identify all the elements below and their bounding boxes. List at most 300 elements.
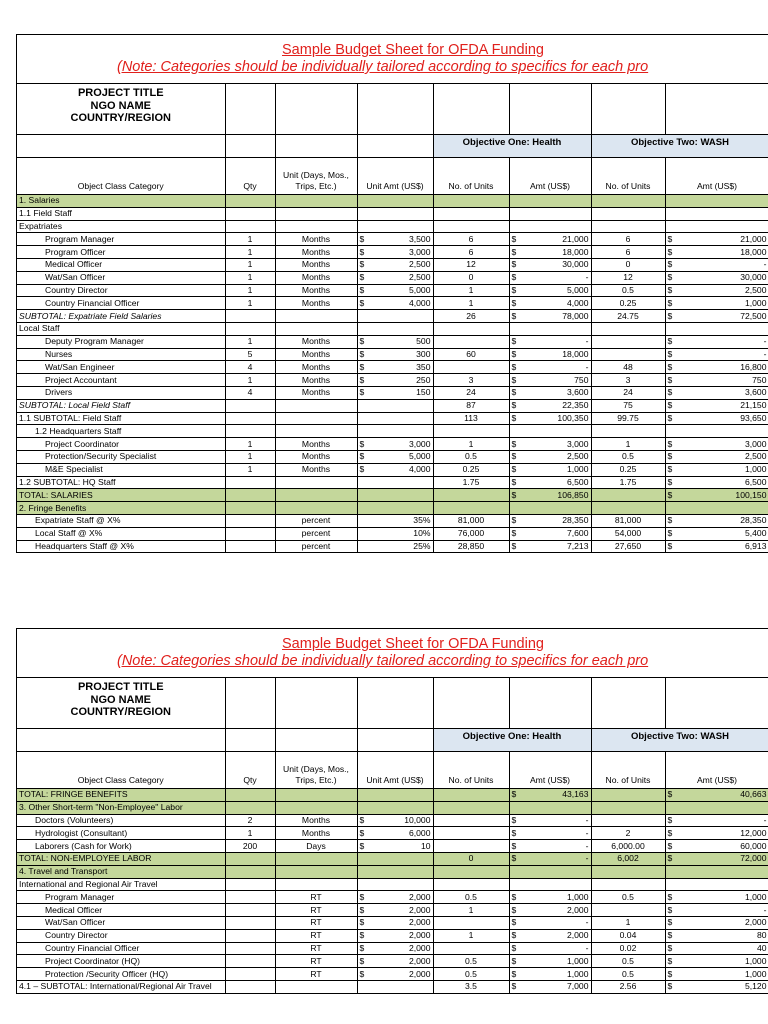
row-qty <box>225 878 275 891</box>
row-qty: 1 <box>225 450 275 463</box>
row-unit-amt: 2,000 <box>371 904 433 917</box>
row-unit-currency <box>357 878 371 891</box>
row-unit-amt: 4,000 <box>371 297 433 310</box>
row-qty <box>225 514 275 527</box>
row-currency-obj1 <box>509 425 523 438</box>
row-unit: Months <box>275 450 357 463</box>
row-qty <box>225 955 275 968</box>
row-unit-amt: 2,000 <box>371 955 433 968</box>
row-amt-obj2 <box>679 865 768 878</box>
row-currency-obj2: $ <box>665 916 679 929</box>
table-row <box>17 980 768 993</box>
row-currency-obj2: $ <box>665 297 679 310</box>
row-currency-obj1: $ <box>509 942 523 955</box>
row-currency-obj1: $ <box>509 527 523 540</box>
row-amt-obj2: 2,000 <box>679 916 768 929</box>
row-amt-obj1 <box>523 865 591 878</box>
row-units-obj1 <box>433 489 509 502</box>
row-unit: Months <box>275 348 357 361</box>
row-unit-currency: $ <box>357 438 371 451</box>
row-qty <box>225 891 275 904</box>
row-label: Program Officer <box>17 246 225 259</box>
row-unit: RT <box>275 955 357 968</box>
table-row <box>17 438 768 451</box>
row-amt-obj1: 21,000 <box>523 233 591 246</box>
row-currency-obj1: $ <box>509 233 523 246</box>
row-units-obj1 <box>433 195 509 208</box>
table-row <box>17 814 768 827</box>
row-amt-obj1: 18,000 <box>523 246 591 259</box>
row-unit-currency <box>357 195 371 208</box>
row-unit-currency <box>357 801 371 814</box>
row-unit-currency <box>357 865 371 878</box>
row-currency-obj2: $ <box>665 412 679 425</box>
row-units-obj1 <box>433 207 509 220</box>
row-units-obj2 <box>591 502 665 515</box>
row-amt-obj1: - <box>523 361 591 374</box>
row-label: 4. Travel and Transport <box>17 865 225 878</box>
row-unit: Months <box>275 246 357 259</box>
row-amt-obj1: 1,000 <box>523 955 591 968</box>
row-units-obj1: 1 <box>433 438 509 451</box>
row-amt-obj2: 72,500 <box>679 310 768 323</box>
row-label: Protection/Security Specialist <box>17 450 225 463</box>
row-units-obj2: 48 <box>591 361 665 374</box>
row-unit-currency: $ <box>357 814 371 827</box>
row-units-obj2: 0.25 <box>591 297 665 310</box>
row-currency-obj2: $ <box>665 233 679 246</box>
row-units-obj1 <box>433 916 509 929</box>
row-unit <box>275 322 357 335</box>
row-unit-currency <box>357 489 371 502</box>
row-currency-obj1: $ <box>509 361 523 374</box>
table-row <box>17 955 768 968</box>
row-unit-currency <box>357 502 371 515</box>
row-currency-obj2: $ <box>665 258 679 271</box>
row-amt-obj2: 21,000 <box>679 233 768 246</box>
row-label: 1.2 SUBTOTAL: HQ Staff <box>17 476 225 489</box>
row-units-obj2: 0.5 <box>591 450 665 463</box>
row-qty: 200 <box>225 840 275 853</box>
table-row <box>17 195 768 208</box>
row-unit-currency <box>357 399 371 412</box>
row-qty <box>225 540 275 553</box>
objective-one-header: Objective One: Health <box>433 729 591 752</box>
ngo-name: NGO NAME <box>90 693 151 706</box>
country-region: COUNTRY/REGION <box>70 112 171 124</box>
row-qty <box>225 207 275 220</box>
row-amt-obj2: 93,650 <box>679 412 768 425</box>
row-amt-obj2: 40 <box>679 942 768 955</box>
row-unit <box>275 207 357 220</box>
table-row <box>17 968 768 981</box>
row-units-obj1 <box>433 814 509 827</box>
row-unit <box>275 489 357 502</box>
row-unit-amt <box>371 220 433 233</box>
row-unit: RT <box>275 968 357 981</box>
row-units-obj2 <box>591 220 665 233</box>
table-row <box>17 374 768 387</box>
row-units-obj1 <box>433 789 509 802</box>
table-row <box>17 233 768 246</box>
row-units-obj2: 0.5 <box>591 891 665 904</box>
row-unit-amt <box>371 801 433 814</box>
col-no-units-2: No. of Units <box>591 752 665 789</box>
row-unit-amt: 500 <box>371 335 433 348</box>
col-amt-1: Amt (US$) <box>509 752 591 789</box>
table-row <box>17 258 768 271</box>
row-amt-obj1: - <box>523 814 591 827</box>
row-unit-amt <box>371 412 433 425</box>
row-units-obj1: 81,000 <box>433 514 509 527</box>
table-row <box>17 489 768 502</box>
row-unit-currency: $ <box>357 271 371 284</box>
row-unit-amt <box>371 502 433 515</box>
row-label: Wat/San Engineer <box>17 361 225 374</box>
row-qty <box>225 929 275 942</box>
row-label: Project Coordinator <box>17 438 225 451</box>
row-unit-amt: 2,000 <box>371 891 433 904</box>
row-units-obj2: 75 <box>591 399 665 412</box>
table-row <box>17 891 768 904</box>
row-unit-amt: 4,000 <box>371 463 433 476</box>
row-units-obj1 <box>433 425 509 438</box>
row-label: Medical Officer <box>17 258 225 271</box>
row-amt-obj2: 60,000 <box>679 840 768 853</box>
row-unit: Months <box>275 284 357 297</box>
row-qty <box>225 789 275 802</box>
row-units-obj2 <box>591 865 665 878</box>
row-unit-currency <box>357 207 371 220</box>
row-currency-obj2: $ <box>665 942 679 955</box>
row-currency-obj2 <box>665 801 679 814</box>
row-amt-obj2: 2,500 <box>679 284 768 297</box>
row-units-obj2 <box>591 348 665 361</box>
row-label: 2. Fringe Benefits <box>17 502 225 515</box>
row-unit-amt <box>371 865 433 878</box>
row-amt-obj1: - <box>523 852 591 865</box>
row-label: Local Staff @ X% <box>17 527 225 540</box>
row-label: Hydrologist (Consultant) <box>17 827 225 840</box>
row-units-obj2: 1 <box>591 916 665 929</box>
row-label: Program Manager <box>17 233 225 246</box>
row-currency-obj2 <box>665 322 679 335</box>
row-unit: RT <box>275 891 357 904</box>
row-units-obj1: 0.5 <box>433 450 509 463</box>
row-units-obj1: 0.25 <box>433 463 509 476</box>
row-units-obj1: 60 <box>433 348 509 361</box>
row-unit-amt: 2,000 <box>371 942 433 955</box>
row-unit-currency <box>357 852 371 865</box>
row-qty <box>225 195 275 208</box>
row-amt-obj1: 100,350 <box>523 412 591 425</box>
row-label: Doctors (Volunteers) <box>17 814 225 827</box>
row-unit <box>275 412 357 425</box>
row-unit-currency: $ <box>357 904 371 917</box>
table-row <box>17 361 768 374</box>
table-row <box>17 412 768 425</box>
table-row <box>17 335 768 348</box>
table-row <box>17 801 768 814</box>
row-unit: percent <box>275 540 357 553</box>
row-units-obj1 <box>433 335 509 348</box>
row-unit-amt: 35% <box>371 514 433 527</box>
row-units-obj1 <box>433 840 509 853</box>
row-qty <box>225 801 275 814</box>
col-category: Object Class Category <box>17 158 225 195</box>
row-units-obj1: 1.75 <box>433 476 509 489</box>
row-unit: RT <box>275 929 357 942</box>
row-amt-obj1: 7,000 <box>523 980 591 993</box>
row-unit: Months <box>275 258 357 271</box>
row-amt-obj1: 43,163 <box>523 789 591 802</box>
row-amt-obj2: 1,000 <box>679 463 768 476</box>
row-units-obj2: 12 <box>591 271 665 284</box>
row-units-obj2: 2 <box>591 827 665 840</box>
row-units-obj2 <box>591 789 665 802</box>
row-qty <box>225 916 275 929</box>
row-label: SUBTOTAL: Expatriate Field Salaries <box>17 310 225 323</box>
row-currency-obj2: $ <box>665 827 679 840</box>
row-amt-obj1 <box>523 878 591 891</box>
ngo-name: NGO NAME <box>90 99 151 112</box>
row-unit-currency <box>357 980 371 993</box>
table-row <box>17 942 768 955</box>
row-units-obj2: 0 <box>591 258 665 271</box>
table-row <box>17 502 768 515</box>
row-units-obj2: 0.5 <box>591 284 665 297</box>
row-qty <box>225 489 275 502</box>
row-amt-obj2 <box>679 425 768 438</box>
row-currency-obj1: $ <box>509 271 523 284</box>
row-currency-obj1: $ <box>509 904 523 917</box>
table-row <box>17 450 768 463</box>
row-unit-amt <box>371 878 433 891</box>
row-currency-obj1: $ <box>509 840 523 853</box>
row-currency-obj2 <box>665 207 679 220</box>
row-qty: 1 <box>225 271 275 284</box>
row-unit-currency: $ <box>357 374 371 387</box>
row-unit-currency: $ <box>357 891 371 904</box>
row-amt-obj2: - <box>679 904 768 917</box>
row-label: 1.1 Field Staff <box>17 207 225 220</box>
col-no-units-1: No. of Units <box>433 158 509 195</box>
row-amt-obj2: 1,000 <box>679 968 768 981</box>
row-amt-obj1: 6,500 <box>523 476 591 489</box>
row-amt-obj1: 1,000 <box>523 891 591 904</box>
row-qty: 2 <box>225 814 275 827</box>
row-unit <box>275 865 357 878</box>
sheet-note: (Note: Categories should be individually tailored according to specifics for each pro <box>117 653 649 669</box>
row-unit-amt <box>371 310 433 323</box>
row-label: Local Staff <box>17 322 225 335</box>
row-label: Project Coordinator (HQ) <box>17 955 225 968</box>
sheet-title-block <box>17 629 768 678</box>
row-units-obj2 <box>591 489 665 502</box>
row-unit-currency: $ <box>357 361 371 374</box>
table-row <box>17 246 768 259</box>
row-currency-obj1: $ <box>509 335 523 348</box>
row-currency-obj2: $ <box>665 514 679 527</box>
row-label: M&E Specialist <box>17 463 225 476</box>
row-amt-obj1: - <box>523 840 591 853</box>
row-currency-obj1: $ <box>509 412 523 425</box>
row-amt-obj1: 18,000 <box>523 348 591 361</box>
row-currency-obj1: $ <box>509 916 523 929</box>
row-unit-currency: $ <box>357 386 371 399</box>
row-currency-obj1: $ <box>509 955 523 968</box>
row-amt-obj2: 1,000 <box>679 955 768 968</box>
objective-two-header: Objective Two: WASH <box>591 729 768 752</box>
row-amt-obj2 <box>679 220 768 233</box>
row-qty <box>225 425 275 438</box>
row-units-obj2: 24 <box>591 386 665 399</box>
row-amt-obj2: 1,000 <box>679 891 768 904</box>
row-unit-currency: $ <box>357 916 371 929</box>
row-currency-obj2: $ <box>665 271 679 284</box>
row-amt-obj1: 7,213 <box>523 540 591 553</box>
objective-one-header: Objective One: Health <box>433 135 591 158</box>
row-currency-obj1: $ <box>509 980 523 993</box>
row-amt-obj2: 1,000 <box>679 297 768 310</box>
row-unit-currency <box>357 310 371 323</box>
row-unit-currency: $ <box>357 450 371 463</box>
row-unit-currency <box>357 220 371 233</box>
row-unit-currency <box>357 789 371 802</box>
row-currency-obj2: $ <box>665 980 679 993</box>
row-amt-obj2: 12,000 <box>679 827 768 840</box>
row-units-obj1 <box>433 878 509 891</box>
row-qty <box>225 980 275 993</box>
row-amt-obj1: 106,850 <box>523 489 591 502</box>
row-amt-obj2: 750 <box>679 374 768 387</box>
row-unit-currency: $ <box>357 827 371 840</box>
row-unit-amt: 25% <box>371 540 433 553</box>
row-unit-amt <box>371 476 433 489</box>
row-units-obj2 <box>591 322 665 335</box>
row-currency-obj1: $ <box>509 852 523 865</box>
row-amt-obj2: 6,500 <box>679 476 768 489</box>
row-amt-obj2: 18,000 <box>679 246 768 259</box>
table-row <box>17 297 768 310</box>
table-row <box>17 904 768 917</box>
row-qty: 1 <box>225 246 275 259</box>
row-unit-amt: 150 <box>371 386 433 399</box>
table-row <box>17 840 768 853</box>
row-qty <box>225 942 275 955</box>
row-currency-obj1: $ <box>509 450 523 463</box>
row-unit-amt <box>371 789 433 802</box>
table-row <box>17 284 768 297</box>
row-amt-obj1: 1,000 <box>523 968 591 981</box>
row-qty <box>225 399 275 412</box>
col-unit-amt: Unit Amt (US$) <box>357 752 433 789</box>
row-units-obj2: 24.75 <box>591 310 665 323</box>
row-amt-obj1 <box>523 801 591 814</box>
row-unit-currency: $ <box>357 463 371 476</box>
row-label: Program Manager <box>17 891 225 904</box>
row-qty: 1 <box>225 374 275 387</box>
row-units-obj1: 6 <box>433 233 509 246</box>
row-label: Country Financial Officer <box>17 942 225 955</box>
row-amt-obj1 <box>523 220 591 233</box>
col-unit: Unit (Days, Mos., Trips, Etc.) <box>275 158 357 195</box>
row-amt-obj1: 28,350 <box>523 514 591 527</box>
row-unit <box>275 878 357 891</box>
sheet-title-block <box>17 35 768 84</box>
row-unit-currency: $ <box>357 968 371 981</box>
row-label: 1. Salaries <box>17 195 225 208</box>
row-unit-currency <box>357 425 371 438</box>
row-unit-amt <box>371 399 433 412</box>
row-unit <box>275 220 357 233</box>
row-currency-obj2: $ <box>665 527 679 540</box>
row-unit: Months <box>275 335 357 348</box>
budget-sheet-2 <box>16 628 768 994</box>
row-unit-currency <box>357 540 371 553</box>
row-label: Protection /Security Officer (HQ) <box>17 968 225 981</box>
row-currency-obj2: $ <box>665 361 679 374</box>
row-currency-obj1: $ <box>509 297 523 310</box>
row-unit-amt: 2,000 <box>371 968 433 981</box>
col-no-units-2: No. of Units <box>591 158 665 195</box>
row-unit-amt: 5,000 <box>371 450 433 463</box>
row-currency-obj1 <box>509 207 523 220</box>
row-units-obj1 <box>433 361 509 374</box>
row-label: Nurses <box>17 348 225 361</box>
row-currency-obj2: $ <box>665 840 679 853</box>
row-currency-obj1: $ <box>509 489 523 502</box>
table-row <box>17 827 768 840</box>
row-amt-obj2 <box>679 502 768 515</box>
row-unit: percent <box>275 527 357 540</box>
row-currency-obj1 <box>509 195 523 208</box>
row-amt-obj2: 30,000 <box>679 271 768 284</box>
row-unit-amt <box>371 207 433 220</box>
row-unit-amt: 2,500 <box>371 271 433 284</box>
table-row <box>17 207 768 220</box>
row-amt-obj1 <box>523 195 591 208</box>
table-row <box>17 878 768 891</box>
row-amt-obj1: 1,000 <box>523 463 591 476</box>
row-amt-obj1: 4,000 <box>523 297 591 310</box>
row-unit-amt: 5,000 <box>371 284 433 297</box>
row-units-obj2: 2.56 <box>591 980 665 993</box>
sheet-note: (Note: Categories should be individually tailored according to specifics for each pro <box>117 59 649 75</box>
row-units-obj1: 26 <box>433 310 509 323</box>
row-label: 4.1 – SUBTOTAL: International/Regional Air Travel <box>17 980 225 993</box>
row-units-obj1: 0.5 <box>433 955 509 968</box>
table-row <box>17 476 768 489</box>
row-unit-currency: $ <box>357 929 371 942</box>
row-currency-obj1: $ <box>509 246 523 259</box>
row-amt-obj1 <box>523 322 591 335</box>
row-label: 1.2 Headquarters Staff <box>17 425 225 438</box>
row-qty: 1 <box>225 258 275 271</box>
row-amt-obj1: 3,600 <box>523 386 591 399</box>
row-label: Laborers (Cash for Work) <box>17 840 225 853</box>
row-unit-amt <box>371 980 433 993</box>
col-unit: Unit (Days, Mos., Trips, Etc.) <box>275 752 357 789</box>
row-currency-obj2: $ <box>665 814 679 827</box>
country-region: COUNTRY/REGION <box>70 706 171 718</box>
row-currency-obj1 <box>509 865 523 878</box>
row-unit-amt <box>371 425 433 438</box>
row-units-obj2: 54,000 <box>591 527 665 540</box>
row-currency-obj1: $ <box>509 310 523 323</box>
row-unit-currency: $ <box>357 955 371 968</box>
row-unit <box>275 801 357 814</box>
